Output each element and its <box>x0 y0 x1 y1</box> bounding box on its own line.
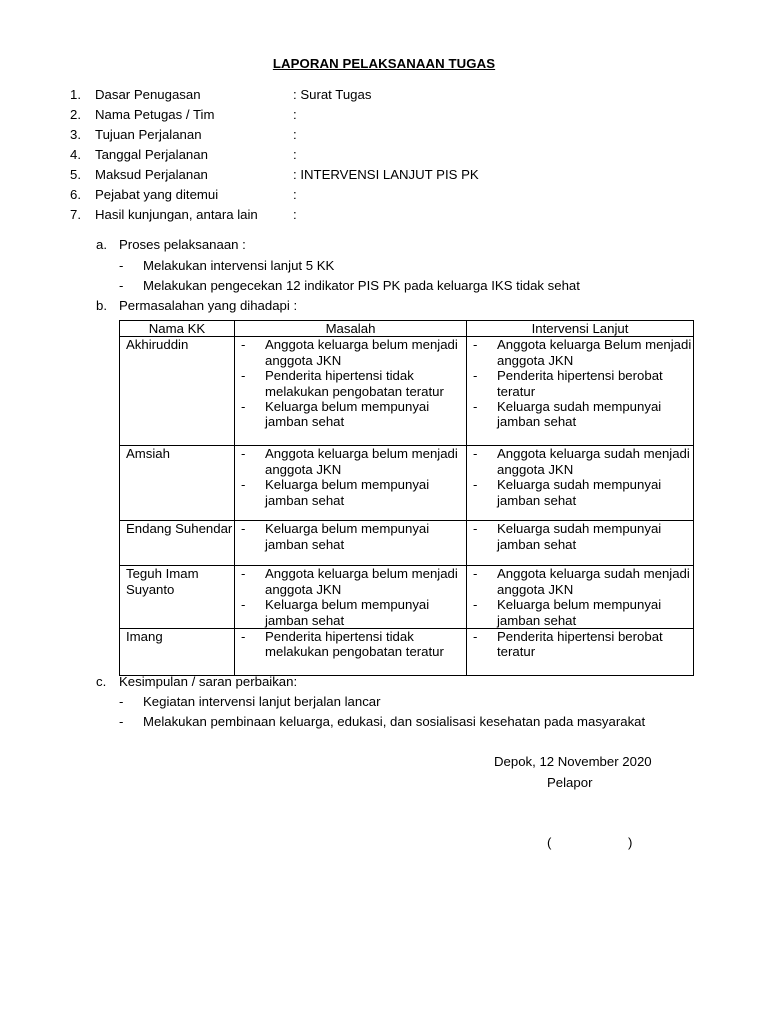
list-item <box>473 399 693 430</box>
intervensi-cell <box>467 629 694 676</box>
field-value: : <box>293 107 297 122</box>
list-item <box>473 368 693 399</box>
list-item <box>241 368 466 399</box>
item-text: Melakukan intervensi lanjut 5 KK <box>143 258 335 273</box>
section-c-marker: c. <box>96 674 107 689</box>
dash-marker: - <box>473 446 478 462</box>
list-item <box>473 477 693 508</box>
item-text: Anggota keluarga sudah menjadi anggota JKN <box>497 566 690 597</box>
section-b-heading: Permasalahan yang dihadapi : <box>119 298 298 313</box>
field-number: 6. <box>70 187 81 202</box>
name-cell: Imang <box>120 629 235 676</box>
dash-marker: - <box>473 521 478 537</box>
dash-marker: - <box>119 714 124 729</box>
dash-marker: - <box>241 521 246 537</box>
section-a-heading: Proses pelaksanaan : <box>119 237 246 252</box>
masalah-cell <box>235 446 467 521</box>
list-item <box>241 477 466 508</box>
dash-marker: - <box>119 278 124 293</box>
dash-marker: - <box>473 337 478 353</box>
list-item <box>241 566 466 597</box>
item-text: Penderita hipertensi tidak melakukan pengobatan teratur <box>265 368 444 399</box>
dash-marker: - <box>119 694 124 709</box>
field-label: Dasar Penugasan <box>95 87 201 102</box>
column-header: Intervensi Lanjut <box>467 321 694 337</box>
field-value: : <box>293 187 297 202</box>
item-text: Penderita hipertensi berobat teratur <box>497 368 663 399</box>
section-c-heading: Kesimpulan / saran perbaikan: <box>119 674 298 689</box>
list-item <box>241 521 466 552</box>
dash-marker: - <box>241 337 246 353</box>
list-item <box>473 446 693 477</box>
field-value: : INTERVENSI LANJUT PIS PK <box>293 167 479 182</box>
field-label: Nama Petugas / Tim <box>95 107 215 122</box>
page-title: LAPORAN PELAKSANAAN TUGAS <box>272 56 496 71</box>
field-value: : <box>293 147 297 162</box>
name-cell: Endang Suhendar <box>120 521 235 566</box>
item-text: Keluarga belum mempunyai jamban sehat <box>265 399 430 430</box>
field-value: : Surat Tugas <box>293 87 372 102</box>
item-text: Anggota keluarga belum menjadi anggota JKN <box>265 337 458 368</box>
intervensi-cell <box>467 446 694 521</box>
dash-marker: - <box>473 629 478 645</box>
item-text: Keluarga sudah mempunyai jamban sehat <box>497 477 662 508</box>
masalah-cell <box>235 629 467 676</box>
masalah-cell <box>235 566 467 629</box>
section-a-marker: a. <box>96 237 107 252</box>
item-text: Anggota keluarga sudah menjadi anggota JKN <box>497 446 690 477</box>
list-item <box>473 597 693 628</box>
field-value: : <box>293 127 297 142</box>
item-text: Keluarga belum mempunyai jamban sehat <box>265 597 430 628</box>
list-item <box>241 399 466 430</box>
list-item <box>473 521 693 552</box>
dash-marker: - <box>241 566 246 582</box>
problem-table <box>119 320 694 676</box>
item-text: Keluarga belum mempunyai jamban sehat <box>265 521 430 552</box>
signature-name-open: ( <box>547 835 552 850</box>
item-text: Keluarga sudah mempunyai jamban sehat <box>497 521 662 552</box>
item-text: Keluarga belum mempunyai jamban sehat <box>497 597 662 628</box>
table-row <box>120 521 694 566</box>
field-label: Hasil kunjungan, antara lain <box>95 207 258 222</box>
item-text: Keluarga sudah mempunyai jamban sehat <box>497 399 662 430</box>
field-number: 1. <box>70 87 81 102</box>
item-text: Anggota keluarga belum menjadi anggota JKN <box>265 566 458 597</box>
signature-place-date: Depok, 12 November 2020 <box>494 754 652 769</box>
masalah-cell <box>235 337 467 446</box>
name-cell: Teguh Imam Suyanto <box>120 566 235 629</box>
intervensi-cell <box>467 337 694 446</box>
item-text: Melakukan pengecekan 12 indikator PIS PK pada keluarga IKS tidak sehat <box>143 278 580 293</box>
dash-marker: - <box>119 258 124 273</box>
list-item <box>473 629 693 660</box>
dash-marker: - <box>473 477 478 493</box>
intervensi-cell <box>467 521 694 566</box>
dash-marker: - <box>241 446 246 462</box>
field-number: 5. <box>70 167 81 182</box>
list-item <box>241 446 466 477</box>
dash-marker: - <box>473 566 478 582</box>
section-b-marker: b. <box>96 298 107 313</box>
table-row <box>120 566 694 629</box>
item-text: Penderita hipertensi berobat teratur <box>497 629 663 660</box>
column-header: Masalah <box>235 321 467 337</box>
table-row <box>120 446 694 521</box>
masalah-cell <box>235 521 467 566</box>
list-item <box>473 566 693 597</box>
field-label: Tanggal Perjalanan <box>95 147 208 162</box>
item-text: Melakukan pembinaan keluarga, edukasi, dan sosialisasi kesehatan pada masyarakat <box>143 714 646 729</box>
dash-marker: - <box>241 597 246 613</box>
name-cell: Amsiah <box>120 446 235 521</box>
dash-marker: - <box>473 368 478 384</box>
name-cell: Akhiruddin <box>120 337 235 446</box>
column-header: Nama KK <box>120 321 235 337</box>
item-text: Anggota keluarga Belum menjadi anggota JKN <box>497 337 692 368</box>
field-number: 4. <box>70 147 81 162</box>
list-item <box>241 597 466 628</box>
list-item <box>241 337 466 368</box>
dash-marker: - <box>473 597 478 613</box>
intervensi-cell <box>467 566 694 629</box>
field-label: Pejabat yang ditemui <box>95 187 219 202</box>
signature-name-close: ) <box>628 835 633 850</box>
dash-marker: - <box>473 399 478 415</box>
table-header-row <box>120 321 694 337</box>
field-number: 7. <box>70 207 81 222</box>
dash-marker: - <box>241 629 246 645</box>
table-row <box>120 629 694 676</box>
field-number: 2. <box>70 107 81 122</box>
dash-marker: - <box>241 368 246 384</box>
field-label: Maksud Perjalanan <box>95 167 208 182</box>
dash-marker: - <box>241 477 246 493</box>
list-item <box>241 629 466 660</box>
item-text: Penderita hipertensi tidak melakukan pengobatan teratur <box>265 629 444 660</box>
field-value: : <box>293 207 297 222</box>
signature-role: Pelapor <box>547 775 593 790</box>
item-text: Keluarga belum mempunyai jamban sehat <box>265 477 430 508</box>
table-row <box>120 337 694 446</box>
dash-marker: - <box>241 399 246 415</box>
field-label: Tujuan Perjalanan <box>95 127 202 142</box>
list-item <box>473 337 693 368</box>
item-text: Anggota keluarga belum menjadi anggota JKN <box>265 446 458 477</box>
item-text: Kegiatan intervensi lanjut berjalan lancar <box>143 694 381 709</box>
field-number: 3. <box>70 127 81 142</box>
